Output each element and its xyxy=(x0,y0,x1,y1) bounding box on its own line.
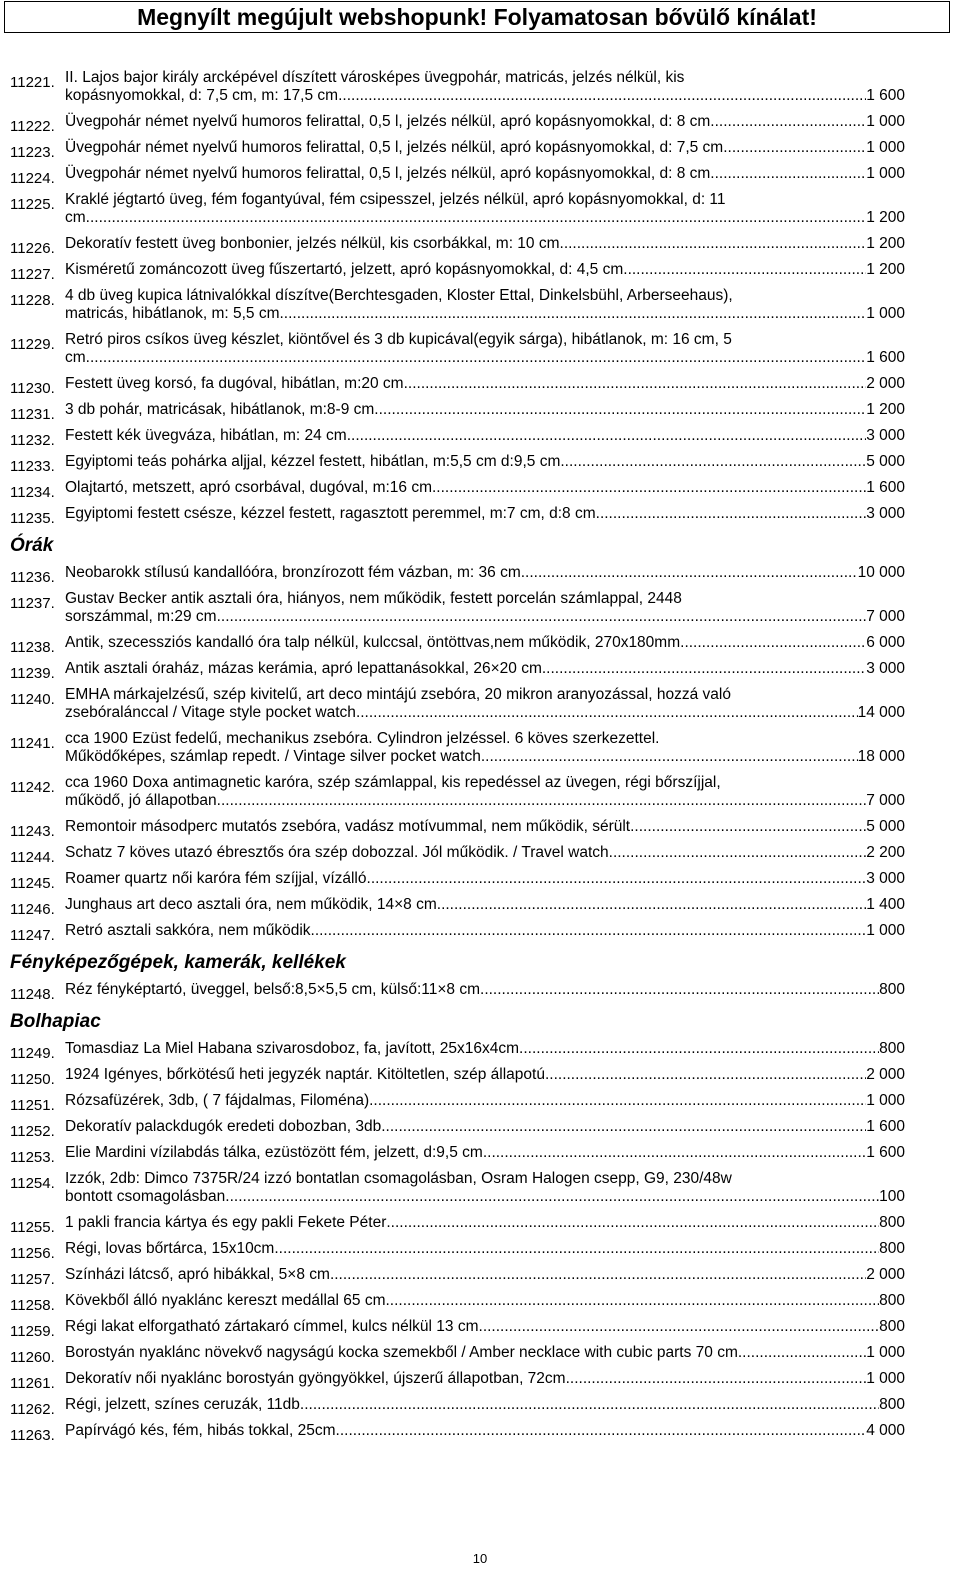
catalog-item xyxy=(10,69,905,105)
item-description: zsebóralánccal / Vitage style pocket watch xyxy=(65,704,356,721)
dot-leader xyxy=(367,870,867,888)
dot-leader xyxy=(630,818,866,836)
item-price: 800 xyxy=(879,1240,905,1257)
item-description: Antik asztali óraház, mázas kerámia, apró lepattanásokkal, 26×20 cm xyxy=(65,660,542,677)
catalog-item xyxy=(10,1214,905,1236)
item-description: Elie Mardini vízilabdás tálka, ezüstözött fém, jelzett, d:9,5 cm xyxy=(65,1144,483,1161)
item-description: Antik, szecessziós kandalló óra talp nélkül, kulccsal, öntöttvas,nem működik, 270x180mm xyxy=(65,634,681,651)
item-price: 1 600 xyxy=(866,349,905,366)
item-price: 7 000 xyxy=(866,792,905,809)
catalog-item xyxy=(10,590,905,626)
item-description: Színházi látcső, apró hibákkal, 5×8 cm xyxy=(65,1266,330,1283)
item-description-last-line xyxy=(65,1214,905,1232)
item-number: 11225. xyxy=(10,196,55,213)
item-description-last-line xyxy=(65,165,905,183)
item-number: 11252. xyxy=(10,1123,55,1140)
catalog-item xyxy=(10,1170,905,1206)
item-number: 11233. xyxy=(10,458,55,475)
catalog-item xyxy=(10,660,905,682)
item-description: Olajtartó, metszett, apró csorbával, dugóval, m:16 cm xyxy=(65,479,432,496)
dot-leader xyxy=(710,113,866,131)
catalog-item xyxy=(10,1118,905,1140)
item-description-last-line xyxy=(65,1144,905,1162)
catalog-item xyxy=(10,139,905,161)
item-description-last-line xyxy=(65,1266,905,1284)
item-description: Üvegpohár német nyelvű humoros felirattal, 0,5 l, jelzés nélkül, apró kopásnyomokkal, d: 8 cm xyxy=(65,113,711,130)
item-number: 11222. xyxy=(10,118,55,135)
catalog-item xyxy=(10,375,905,397)
dot-leader xyxy=(432,479,866,497)
item-description: Tomasdiaz La Miel Habana szivarosdoboz, fa, javított, 25x16x4cm xyxy=(65,1040,520,1057)
item-description-last-line xyxy=(65,564,905,582)
item-description: 1 pakli francia kártya és egy pakli Fekete Péter xyxy=(65,1214,387,1231)
item-description: Neobarokk stílusú kandallóóra, bronzírozott fém vázban, m: 36 cm xyxy=(65,564,521,581)
item-price: 800 xyxy=(879,981,905,998)
item-number: 11259. xyxy=(10,1323,55,1340)
dot-leader xyxy=(374,401,866,419)
item-description: cm xyxy=(65,209,86,226)
item-price: 1 600 xyxy=(866,1144,905,1161)
item-number: 11240. xyxy=(10,691,55,708)
item-description: Dekoratív női nyaklánc borostyán gyöngyökkel, újszerű állapotban, 72cm xyxy=(65,1370,566,1387)
item-description-last-line xyxy=(65,1066,905,1084)
item-description-line: EMHA márkajelzésű, szép kivitelű, art deco mintájú zsebóra, 20 mikron aranyozással, hozzá való xyxy=(65,686,731,703)
item-description-line: Gustav Becker antik asztali óra, hiányos, nem működik, festett porcelán számlappal, 2448 xyxy=(65,590,682,607)
dot-leader xyxy=(338,87,866,105)
item-price: 800 xyxy=(879,1318,905,1335)
item-number: 11250. xyxy=(10,1071,55,1088)
section-heading: Órák xyxy=(10,535,54,556)
item-number: 11238. xyxy=(10,639,55,656)
item-description-last-line xyxy=(65,1370,905,1388)
item-price: 1 000 xyxy=(866,1344,905,1361)
dot-leader xyxy=(560,453,866,471)
item-price: 1 600 xyxy=(866,479,905,496)
catalog-item xyxy=(10,818,905,840)
item-price: 5 000 xyxy=(866,453,905,470)
catalog-item xyxy=(10,1344,905,1366)
catalog-item xyxy=(10,1370,905,1392)
dot-leader xyxy=(369,1092,866,1110)
dot-leader xyxy=(746,1344,866,1362)
item-description: sorszámmal, m:29 cm xyxy=(65,608,217,625)
dot-leader xyxy=(542,660,866,678)
item-description-line: cca 1960 Doxa antimagnetic karóra, szép számlappal, kis repedéssel az üvegen, régi bőrszíjjal, xyxy=(65,774,721,791)
dot-leader xyxy=(437,896,866,914)
item-number: 11226. xyxy=(10,240,55,257)
item-description-last-line xyxy=(65,1396,905,1414)
dot-leader xyxy=(596,505,867,523)
catalog-item xyxy=(10,1292,905,1314)
item-number: 11255. xyxy=(10,1219,55,1236)
item-description-last-line xyxy=(65,401,905,419)
item-price: 10 000 xyxy=(857,564,905,581)
catalog-item xyxy=(10,191,905,227)
dot-leader xyxy=(86,349,867,367)
item-price: 2 000 xyxy=(866,1066,905,1083)
item-number: 11251. xyxy=(10,1097,55,1114)
item-price: 7 000 xyxy=(866,608,905,625)
item-description-last-line xyxy=(65,634,905,652)
item-number: 11223. xyxy=(10,144,55,161)
item-price: 1 400 xyxy=(866,896,905,913)
item-price: 1 000 xyxy=(866,922,905,939)
item-number: 11242. xyxy=(10,779,55,796)
item-number: 11249. xyxy=(10,1045,55,1062)
item-description: matricás, hibátlanok, m: 5,5 cm xyxy=(65,305,280,322)
catalog-item xyxy=(10,331,905,367)
dot-leader xyxy=(545,1066,866,1084)
item-description-last-line xyxy=(65,349,905,367)
item-description-last-line xyxy=(65,748,905,766)
item-number: 11254. xyxy=(10,1175,55,1192)
item-description: Festett kék üvegváza, hibátlan, m: 24 cm xyxy=(65,427,347,444)
item-price: 2 000 xyxy=(866,1266,905,1283)
item-description-last-line xyxy=(65,1188,905,1206)
item-description-line: Retró piros csíkos üveg készlet, kiöntővel és 3 db kupicával(egyik sárga), hibátlanok, m: 16 cm, 5 xyxy=(65,331,732,348)
catalog-item xyxy=(10,1040,905,1062)
item-price: 18 000 xyxy=(857,748,905,765)
item-description: Remontoir másodperc mutatós zsebóra, vadász motívummal, nem működik, sérült xyxy=(65,818,631,835)
item-number: 11234. xyxy=(10,484,55,501)
dot-leader xyxy=(336,1422,867,1440)
section-heading: Bolhapiac xyxy=(10,1011,101,1032)
item-description: Üvegpohár német nyelvű humoros felirattal, 0,5 l, jelzés nélkül, apró kopásnyomokkal, d: 8 cm xyxy=(65,165,711,182)
item-number: 11263. xyxy=(10,1427,55,1444)
catalog-item xyxy=(10,505,905,527)
item-description: Üvegpohár német nyelvű humoros felirattal, 0,5 l, jelzés nélkül, apró kopásnyomokkal, d: 7,5 cm xyxy=(65,139,724,156)
item-number: 11237. xyxy=(10,595,55,612)
item-price: 5 000 xyxy=(866,818,905,835)
dot-leader xyxy=(347,427,866,445)
item-number: 11244. xyxy=(10,849,55,866)
item-price: 800 xyxy=(879,1040,905,1057)
item-description-line: Kraklé jégtartó üveg, fém fogantyúval, fém csipesszel, jelzés nélkül, apró kopásnyomokkal, d: 11 xyxy=(65,191,726,208)
item-price: 800 xyxy=(879,1214,905,1231)
item-description-line: 4 db üveg kupica látnivalókkal díszítve(Berchtesgaden, Kloster Ettal, Dinkelsbühl, Arberseehaus), xyxy=(65,287,733,304)
item-number: 11246. xyxy=(10,901,55,918)
item-number: 11229. xyxy=(10,336,55,353)
item-number: 11221. xyxy=(10,74,55,91)
catalog-item xyxy=(10,922,905,944)
dot-leader xyxy=(217,608,867,626)
catalog-item xyxy=(10,774,905,810)
dot-leader xyxy=(479,1318,880,1336)
catalog-item xyxy=(10,870,905,892)
dot-leader xyxy=(311,922,867,940)
item-description: Festett üveg korsó, fa dugóval, hibátlan, m:20 cm xyxy=(65,375,404,392)
item-price: 4 000 xyxy=(866,1422,905,1439)
item-number: 11245. xyxy=(10,875,55,892)
item-description: Dekoratív festett üveg bonbonier, jelzés nélkül, kis csorbákkal, m: 10 cm xyxy=(65,235,560,252)
item-description: Régi lakat elforgatható zártakaró címmel, kulcs nélkül 13 cm xyxy=(65,1318,479,1335)
item-price: 1 000 xyxy=(866,113,905,130)
item-description-last-line xyxy=(65,235,905,253)
dot-leader xyxy=(521,564,858,582)
page-number: 10 xyxy=(472,1551,488,1566)
dot-leader xyxy=(386,1292,880,1310)
item-description: Réz fényképtartó, üveggel, belső:8,5×5,5 cm, külső:11×8 cm xyxy=(65,981,481,998)
item-description-last-line xyxy=(65,870,905,888)
item-description-line: cca 1900 Ezüst fedelű, mechanikus zsebóra. Cylindron jelzéssel. 6 köves szerkezettel. xyxy=(65,730,660,747)
item-number: 11253. xyxy=(10,1149,55,1166)
item-price: 1 000 xyxy=(866,305,905,322)
item-description-line: II. Lajos bajor király arcképével díszített városképes üvegpohár, matricás, jelzés nélkül, kis xyxy=(65,69,685,86)
item-number: 11235. xyxy=(10,510,55,527)
catalog-item xyxy=(10,453,905,475)
item-description: Borostyán nyaklánc növekvő nagyságú kocka szemekből / Amber necklace with cubic parts 70 cm.. xyxy=(65,1344,747,1361)
catalog-item xyxy=(10,261,905,283)
item-price: 2 200 xyxy=(866,844,905,861)
item-description: Roamer quartz női karóra fém szíjjal, vízálló xyxy=(65,870,367,887)
dot-leader xyxy=(560,235,867,253)
catalog-item xyxy=(10,479,905,501)
catalog-item xyxy=(10,686,905,722)
page-banner: Megnyílt megújult webshopunk! Folyamatosan bővülő kínálat! xyxy=(4,1,950,33)
item-number: 11231. xyxy=(10,406,55,423)
item-description: Egyiptomi teás pohárka aljjal, kézzel festett, hibátlan, m:5,5 cm d:9,5 cm xyxy=(65,453,561,470)
dot-leader xyxy=(519,1040,879,1058)
item-description-last-line xyxy=(65,113,905,131)
item-description: Egyiptomi festett csésze, kézzel festett, ragasztott peremmel, m:7 cm, d:8 cm xyxy=(65,505,596,522)
item-price: 1 200 xyxy=(866,235,905,252)
catalog-item xyxy=(10,981,905,1003)
item-description-last-line xyxy=(65,608,905,626)
item-price: 1 600 xyxy=(866,87,905,104)
dot-leader xyxy=(225,1188,879,1206)
item-description: kopásnyomokkal, d: 7,5 cm, m: 17,5 cm xyxy=(65,87,339,104)
item-price: 1 200 xyxy=(866,261,905,278)
dot-leader xyxy=(723,139,866,157)
catalog-item xyxy=(10,1422,905,1444)
item-price: 1 000 xyxy=(866,1370,905,1387)
item-description: bontott csomagolásban xyxy=(65,1188,226,1205)
item-number: 11230. xyxy=(10,380,55,397)
dot-leader xyxy=(386,1214,879,1232)
catalog-item xyxy=(10,1092,905,1114)
item-price: 1 200 xyxy=(866,401,905,418)
item-price: 1 000 xyxy=(866,165,905,182)
item-description-last-line xyxy=(65,792,905,810)
item-description: Dekoratív palackdugók eredeti dobozban, 3db xyxy=(65,1118,382,1135)
catalog-item xyxy=(10,235,905,257)
item-description-last-line xyxy=(65,505,905,523)
dot-leader xyxy=(404,375,867,393)
item-description-last-line xyxy=(65,818,905,836)
catalog-item xyxy=(10,165,905,187)
item-description: működő, jó állapotban xyxy=(65,792,217,809)
item-description: Régi, lovas bőrtárca, 15x10cm xyxy=(65,1240,275,1257)
catalog-item xyxy=(10,1240,905,1262)
item-number: 11262. xyxy=(10,1401,55,1418)
item-description-last-line xyxy=(65,1240,905,1258)
dot-leader xyxy=(680,634,866,652)
item-number: 11247. xyxy=(10,927,55,944)
item-description: 3 db pohár, matricásak, hibátlanok, m:8-9 cm xyxy=(65,401,375,418)
dot-leader xyxy=(274,1240,879,1258)
item-description-last-line xyxy=(65,453,905,471)
item-description-last-line xyxy=(65,704,905,722)
item-price: 3 000 xyxy=(866,427,905,444)
dot-leader xyxy=(609,844,867,862)
catalog-item xyxy=(10,896,905,918)
catalog-item xyxy=(10,564,905,586)
item-description-last-line xyxy=(65,660,905,678)
item-description-last-line xyxy=(65,1092,905,1110)
item-description-last-line xyxy=(65,981,905,999)
item-description-last-line xyxy=(65,922,905,940)
dot-leader xyxy=(483,1144,866,1162)
catalog-item xyxy=(10,1266,905,1288)
item-description: 1924 Igényes, bőrkötésű heti jegyzék naptár. Kitöltetlen, szép állapotú xyxy=(65,1066,545,1083)
item-number: 11260. xyxy=(10,1349,55,1366)
item-description: Működőképes, számlap repedt. / Vintage silver pocket watch xyxy=(65,748,481,765)
item-description: Junghaus art deco asztali óra, nem működik, 14×8 cm xyxy=(65,896,437,913)
item-description: Régi, jelzett, színes ceruzák, 11db xyxy=(65,1396,300,1413)
item-description-last-line xyxy=(65,305,905,323)
item-number: 11239. xyxy=(10,665,55,682)
item-description-last-line xyxy=(65,261,905,279)
dot-leader xyxy=(623,261,866,279)
item-description-last-line xyxy=(65,1344,905,1362)
dot-leader xyxy=(86,209,867,227)
item-description-last-line xyxy=(65,1118,905,1136)
item-description-last-line xyxy=(65,479,905,497)
item-description-last-line xyxy=(65,844,905,862)
item-number: 11228. xyxy=(10,292,55,309)
item-price: 6 000 xyxy=(866,634,905,651)
item-number: 11248. xyxy=(10,986,55,1003)
item-description-last-line xyxy=(65,139,905,157)
item-description: Rózsafüzérek, 3db, ( 7 fájdalmas, Filoména) xyxy=(65,1092,370,1109)
item-price: 14 000 xyxy=(857,704,905,721)
item-number: 11258. xyxy=(10,1297,55,1314)
dot-leader xyxy=(217,792,867,810)
section-heading: Fényképezőgépek, kamerák, kellékek xyxy=(10,952,346,973)
item-description-last-line xyxy=(65,427,905,445)
item-price: 1 600 xyxy=(866,1118,905,1135)
item-number: 11236. xyxy=(10,569,55,586)
catalog-item xyxy=(10,1066,905,1088)
item-price: 3 000 xyxy=(866,870,905,887)
catalog-item xyxy=(10,113,905,135)
item-price: 800 xyxy=(879,1292,905,1309)
catalog-item xyxy=(10,287,905,323)
item-number: 11243. xyxy=(10,823,55,840)
item-description: Kövekből álló nyaklánc kereszt medállal 65 cm xyxy=(65,1292,386,1309)
item-price: 1 000 xyxy=(866,139,905,156)
item-number: 11224. xyxy=(10,170,55,187)
dot-leader xyxy=(300,1396,879,1414)
catalog-item xyxy=(10,844,905,866)
item-price: 1 000 xyxy=(866,1092,905,1109)
item-price: 2 000 xyxy=(866,375,905,392)
item-description-last-line xyxy=(65,1318,905,1336)
item-description-last-line xyxy=(65,1292,905,1310)
dot-leader xyxy=(381,1118,866,1136)
dot-leader xyxy=(710,165,866,183)
dot-leader xyxy=(481,748,858,766)
item-description: Papírvágó kés, fém, hibás tokkal, 25cm xyxy=(65,1422,336,1439)
item-price: 3 000 xyxy=(866,660,905,677)
catalog-item xyxy=(10,730,905,766)
item-number: 11256. xyxy=(10,1245,55,1262)
catalog-item xyxy=(10,1144,905,1166)
item-number: 11261. xyxy=(10,1375,55,1392)
item-description: cm xyxy=(65,349,86,366)
item-price: 1 200 xyxy=(866,209,905,226)
item-number: 11257. xyxy=(10,1271,55,1288)
item-description-last-line xyxy=(65,375,905,393)
item-description-last-line xyxy=(65,87,905,105)
item-description-last-line xyxy=(65,1040,905,1058)
item-description: Kisméretű zománcozott üveg fűszertartó, jelzett, apró kopásnyomokkal, d: 4,5 cm xyxy=(65,261,624,278)
dot-leader xyxy=(280,305,867,323)
item-price: 3 000 xyxy=(866,505,905,522)
catalog-item xyxy=(10,1396,905,1418)
dot-leader xyxy=(356,704,858,722)
item-number: 11241. xyxy=(10,735,55,752)
item-description-last-line xyxy=(65,209,905,227)
item-number: 11227. xyxy=(10,266,55,283)
item-description-last-line xyxy=(65,896,905,914)
dot-leader xyxy=(480,981,879,999)
catalog-list xyxy=(10,69,905,1448)
catalog-item xyxy=(10,634,905,656)
catalog-item xyxy=(10,401,905,423)
item-number: 11232. xyxy=(10,432,55,449)
item-description-line: Izzók, 2db: Dimco 7375R/24 izzó bontatlan csomagolásban, Osram Halogen csepp, G9, 230/48w xyxy=(65,1170,732,1187)
item-description: Schatz 7 köves utazó ébresztős óra szép dobozzal. Jól működik. / Travel watch xyxy=(65,844,609,861)
dot-leader xyxy=(330,1266,866,1284)
item-price: 800 xyxy=(879,1396,905,1413)
catalog-item xyxy=(10,1318,905,1340)
item-description: Retró asztali sakkóra, nem működik xyxy=(65,922,311,939)
item-price: 100 xyxy=(879,1188,905,1205)
catalog-item xyxy=(10,427,905,449)
dot-leader xyxy=(566,1370,867,1388)
item-description-last-line xyxy=(65,1422,905,1440)
